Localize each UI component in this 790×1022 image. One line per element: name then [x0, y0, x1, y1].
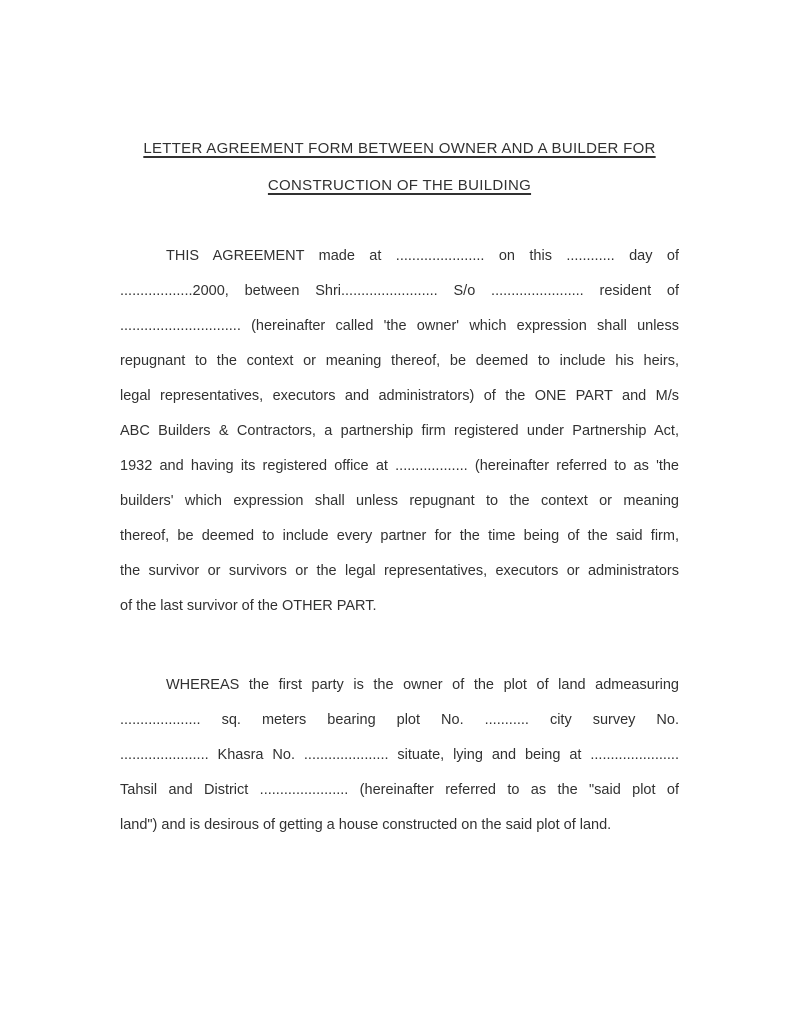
paragraph-line: Tahsil and District ...................... (hereinafter referred to as the "said plot of — [120, 782, 679, 798]
paragraph-line: ...................... Khasra No. ..................... situate, lying and being at ...................... — [120, 747, 679, 763]
paragraph-line: .............................. (hereinafter called 'the owner' which expression shall unless — [120, 318, 679, 334]
paragraph-line: .................... sq. meters bearing plot No. ........... city survey No. — [120, 712, 679, 728]
document-title — [120, 130, 679, 204]
paragraph-line: repugnant to the context or meaning thereof, be deemed to include his heirs, — [120, 353, 679, 369]
agreement-intro-paragraph — [120, 239, 679, 624]
paragraph-line: ..................2000, between Shri........................ S/o ....................... resident of — [120, 283, 679, 299]
paragraph-line: of the last survivor of the OTHER PART. — [120, 598, 377, 614]
paragraph-line: builders' which expression shall unless repugnant to the context or meaning — [120, 493, 679, 509]
paragraph-line: 1932 and having its registered office at .................. (hereinafter referred to as 'the — [120, 458, 679, 474]
paragraph-line: thereof, be deemed to include every partner for the time being of the said firm, — [120, 528, 679, 544]
document-title-line-1: LETTER AGREEMENT FORM BETWEEN OWNER AND A BUILDER FOR — [143, 140, 656, 157]
document-title-line-2: CONSTRUCTION OF THE BUILDING — [267, 177, 532, 194]
paragraph-line: land") and is desirous of getting a house constructed on the said plot of land. — [120, 817, 612, 833]
paragraph-line: WHEREAS the first party is the owner of the plot of land admeasuring — [166, 677, 679, 693]
paragraph-line: the survivor or survivors or the legal representatives, executors or administrators — [120, 563, 679, 579]
paragraph-line: legal representatives, executors and administrators) of the ONE PART and M/s — [120, 388, 679, 404]
document-content — [120, 0, 679, 843]
paragraph-line: THIS AGREEMENT made at ...................... on this ............ day of — [166, 248, 679, 264]
paragraph-line: ABC Builders & Contractors, a partnership firm registered under Partnership Act, — [120, 423, 679, 439]
whereas-paragraph — [120, 668, 679, 843]
